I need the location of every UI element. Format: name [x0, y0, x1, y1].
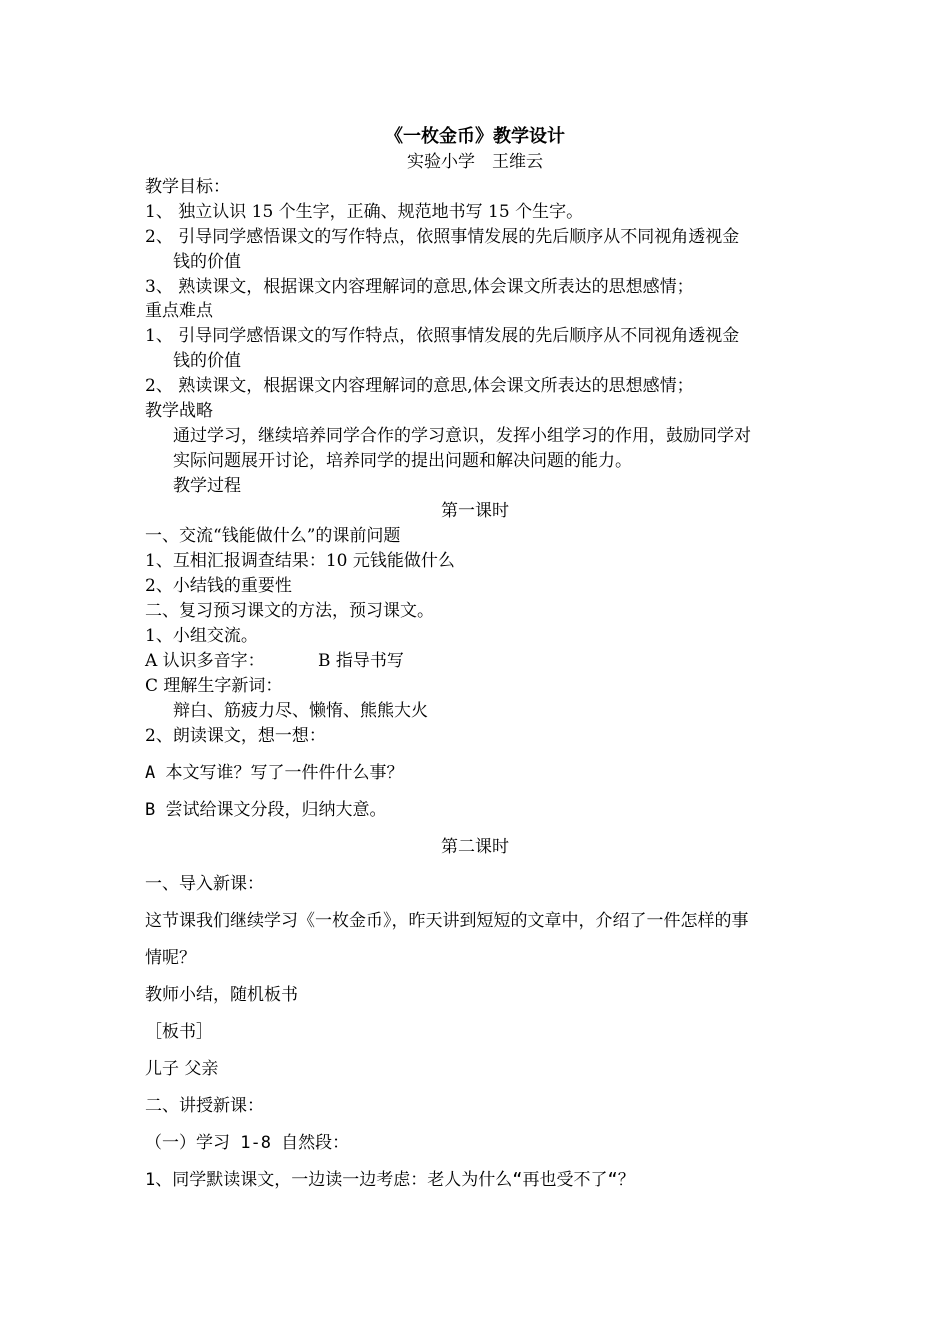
- lesson1-heading: 第一课时: [441, 501, 509, 521]
- lesson2-line: 教师小结，随机板书: [145, 985, 298, 1005]
- lesson1-read: 2、朗读课文，想一想：: [145, 726, 326, 746]
- lesson1-line: 1、互相汇报调查结果：10 元钱能做什么: [145, 551, 455, 571]
- objective-line: 2、 引导同学感悟课文的写作特点，依照事情发展的先后顺序从不同视角透视金: [145, 227, 740, 247]
- lesson2-line: 二、讲授新课：: [145, 1096, 264, 1116]
- objective-line: 1、 独立认识 15 个生字，正确、规范地书写 15 个生字。: [145, 202, 584, 222]
- lesson1-line: 二、复习预习课文的方法，预习课文。: [145, 601, 434, 621]
- keypoint-line: 1、 引导同学感悟课文的写作特点，依照事情发展的先后顺序从不同视角透视金: [145, 326, 740, 346]
- lesson1-line: 一、交流“钱能做什么”的课前问题: [145, 526, 401, 546]
- lesson2-line: （一）学习 1-8 自然段：: [145, 1133, 350, 1153]
- lesson1-words: 辩白、筋疲力尽、懒惰、熊熊大火: [173, 701, 428, 721]
- lesson2-heading: 第二课时: [441, 837, 509, 857]
- keypoint-line: 2、 熟读课文，根据课文内容理解词的意思,体会课文所表达的思想感情；: [145, 376, 694, 396]
- lesson2-line: 一、导入新课：: [145, 874, 264, 894]
- lesson2-line: 儿子 父亲: [145, 1059, 219, 1079]
- doc-author: 实验小学 王维云: [407, 152, 543, 172]
- lesson1-question-a: A 本文写谁？写了一件件什么事？: [145, 763, 404, 783]
- objectives-heading: 教学目标：: [145, 177, 230, 197]
- lesson1-line: 2、小结钱的重要性: [145, 576, 292, 596]
- strategy-line: 通过学习，继续培养同学合作的学习意识，发挥小组学习的作用，鼓励同学对: [173, 426, 751, 446]
- lesson1-item-b: B 指导书写: [318, 651, 404, 671]
- lesson1-line: 1、小组交流。: [145, 626, 258, 646]
- lesson1-item-a: A 认识多音字：: [145, 651, 265, 671]
- lesson2-line: ［板书］: [145, 1022, 213, 1042]
- objective-line: 钱的价值: [173, 252, 241, 272]
- lesson2-line: 1、同学默读课文，一边读一边考虑：老人为什么“再也受不了“？: [145, 1170, 635, 1190]
- keypoints-heading: 重点难点: [145, 301, 213, 321]
- keypoint-line: 钱的价值: [173, 351, 241, 371]
- lesson2-line: 这节课我们继续学习《一枚金币》，昨天讲到短短的文章中，介绍了一件怎样的事: [145, 911, 749, 931]
- objective-line: 3、 熟读课文，根据课文内容理解词的意思,体会课文所表达的思想感情；: [145, 277, 694, 297]
- strategy-line: 实际问题展开讨论，培养同学的提出问题和解决问题的能力。: [173, 451, 632, 471]
- lesson1-item-c: C 理解生字新词：: [145, 676, 283, 696]
- strategy-heading: 教学战略: [145, 401, 213, 421]
- doc-title: 《一枚金币》教学设计: [385, 126, 565, 147]
- lesson1-question-b: B 尝试给课文分段，归纳大意。: [145, 800, 387, 820]
- lesson2-line: 情呢？: [145, 948, 196, 968]
- process-heading: 教学过程: [173, 476, 241, 496]
